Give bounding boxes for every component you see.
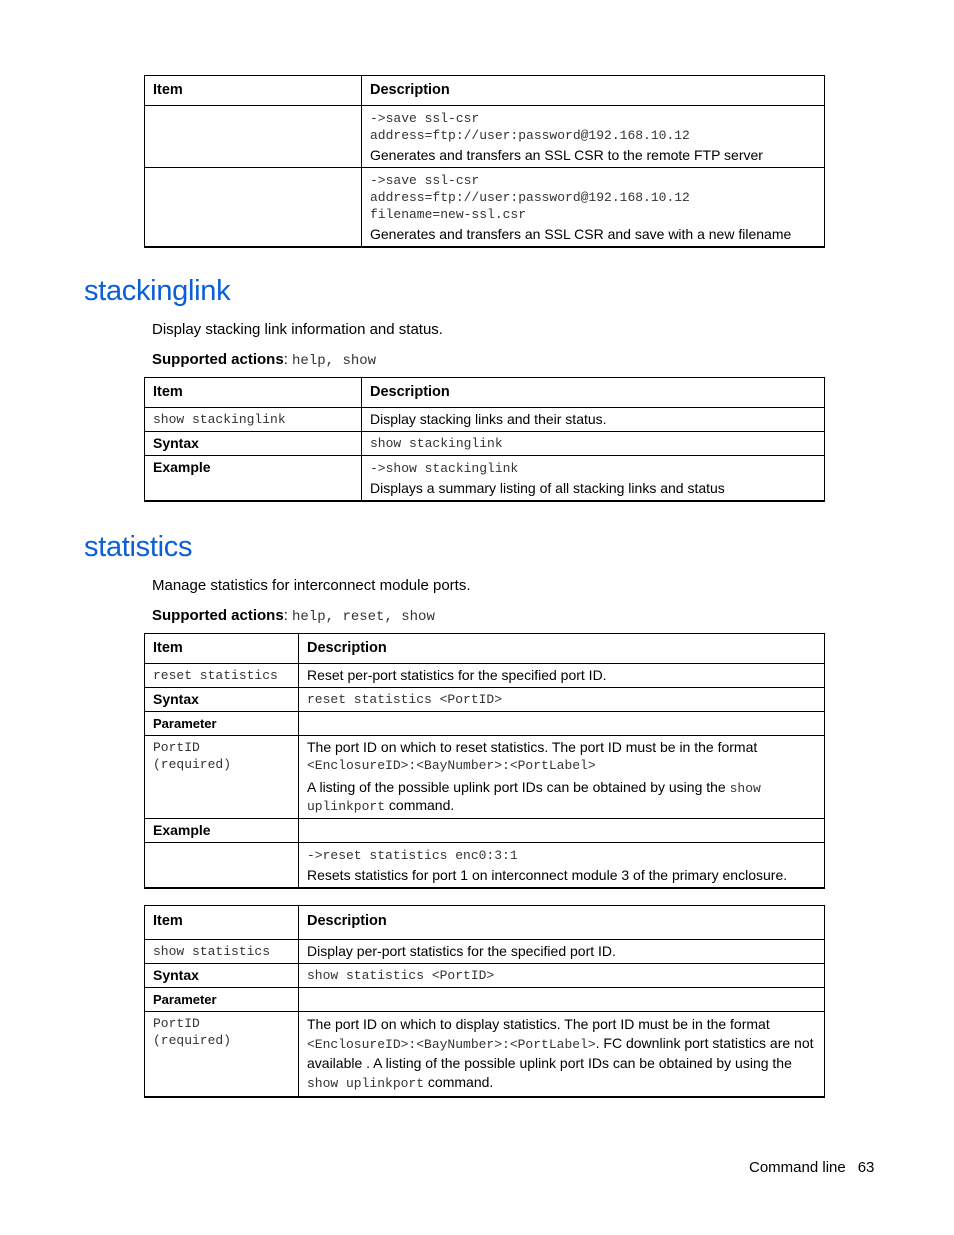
row-description <box>362 168 825 248</box>
table-header-row <box>145 76 825 106</box>
table-row <box>145 408 825 432</box>
syntax-row <box>145 432 825 456</box>
table-header-row <box>145 634 825 664</box>
header-item: Item <box>145 76 362 106</box>
row-item <box>145 106 362 168</box>
row-text: Displays a summary listing of all stacking links and status <box>370 480 725 496</box>
header-description: Description <box>299 906 825 940</box>
example-label: Example <box>145 819 299 843</box>
example-detail-row <box>145 843 825 889</box>
header-item: Item <box>145 378 362 408</box>
table-row <box>145 940 825 964</box>
reset-statistics-table <box>144 633 825 889</box>
example-row <box>145 456 825 502</box>
page-footer <box>749 1159 874 1176</box>
command-example: ->reset statistics enc0:3:1 <box>307 848 518 863</box>
parameter-row <box>145 712 825 736</box>
supported-actions: Supported actions: help, show <box>152 351 377 369</box>
row-description: Display per-port statistics for the specified port ID. <box>299 940 825 964</box>
ssl-csr-table <box>144 75 825 248</box>
header-item: Item <box>145 906 299 940</box>
command-example: ->save ssl-csr address=ftp://user:password@192.168.10.12 <box>370 111 690 143</box>
command-example: ->save ssl-csr address=ftp://user:password@192.168.10.12 filename=new-ssl.csr <box>370 173 690 222</box>
portid-description: The port ID on which to reset statistics. The port ID must be in the format <EnclosureID>:<BayNumber>:<PortLabel> A listing of the possible uplink port IDs can be obtained by using the show uplinkport command. <box>299 736 825 819</box>
page-number: 63 <box>857 1159 875 1176</box>
table-header-row <box>145 906 825 940</box>
header-description: Description <box>299 634 825 664</box>
parameter-description <box>299 988 825 1012</box>
portid-item: PortID (required) <box>145 736 299 819</box>
example-empty <box>299 819 825 843</box>
example-label: Example <box>145 456 362 502</box>
row-description: Display stacking links and their status. <box>362 408 825 432</box>
parameter-description <box>299 712 825 736</box>
syntax-value: show stackinglink <box>362 432 825 456</box>
section-title-stackinglink: stackinglink <box>84 275 231 307</box>
syntax-row <box>145 964 825 988</box>
syntax-label: Syntax <box>145 688 299 712</box>
show-statistics-table <box>144 905 825 1098</box>
stackinglink-table <box>144 377 825 502</box>
portid-row <box>145 1012 825 1098</box>
parameter-row <box>145 988 825 1012</box>
row-item: show statistics <box>145 940 299 964</box>
command-example: ->show stackinglink <box>370 461 519 476</box>
supported-actions-value: help, reset, show <box>292 609 435 625</box>
supported-actions-label: Supported actions <box>152 607 284 624</box>
row-item: show stackinglink <box>145 408 362 432</box>
header-description: Description <box>362 378 825 408</box>
table-header-row <box>145 378 825 408</box>
portid-row <box>145 736 825 819</box>
parameter-label: Parameter <box>145 712 299 736</box>
row-item <box>145 168 362 248</box>
port-format: <EnclosureID>:<BayNumber>:<PortLabel> <box>307 1037 596 1052</box>
parameter-label: Parameter <box>145 988 299 1012</box>
supported-actions: Supported actions: help, reset, show <box>152 607 435 625</box>
section-title-statistics: statistics <box>84 531 193 563</box>
example-description <box>299 843 825 889</box>
syntax-row <box>145 688 825 712</box>
syntax-label: Syntax <box>145 964 299 988</box>
footer-section: Command line <box>749 1159 846 1176</box>
row-text: Generates and transfers an SSL CSR and save with a new filename <box>370 226 792 242</box>
syntax-value: show statistics <PortID> <box>299 964 825 988</box>
syntax-label: Syntax <box>145 432 362 456</box>
row-description <box>362 106 825 168</box>
example-item <box>145 843 299 889</box>
portid-item: PortID (required) <box>145 1012 299 1098</box>
port-format: <EnclosureID>:<BayNumber>:<PortLabel> <box>307 758 596 773</box>
example-row <box>145 819 825 843</box>
example-description <box>362 456 825 502</box>
header-description: Description <box>362 76 825 106</box>
table-row <box>145 664 825 688</box>
section-intro: Manage statistics for interconnect module ports. <box>152 577 471 594</box>
portid-description: The port ID on which to display statistics. The port ID must be in the format <EnclosureID>:<BayNumber>:<PortLabel>. FC downlink port statistics are not available . A listing of the possible uplink port IDs can be obtained by using the show uplinkport command. <box>299 1012 825 1098</box>
table-row <box>145 168 825 248</box>
section-intro: Display stacking link information and status. <box>152 321 443 338</box>
row-text: Resets statistics for port 1 on interconnect module 3 of the primary enclosure. <box>307 867 788 883</box>
supported-actions-value: help, show <box>292 353 377 369</box>
row-text: Generates and transfers an SSL CSR to the remote FTP server <box>370 147 763 163</box>
row-description: Reset per-port statistics for the specified port ID. <box>299 664 825 688</box>
supported-actions-label: Supported actions <box>152 351 284 368</box>
table-row <box>145 106 825 168</box>
syntax-value: reset statistics <PortID> <box>299 688 825 712</box>
row-item: reset statistics <box>145 664 299 688</box>
header-item: Item <box>145 634 299 664</box>
